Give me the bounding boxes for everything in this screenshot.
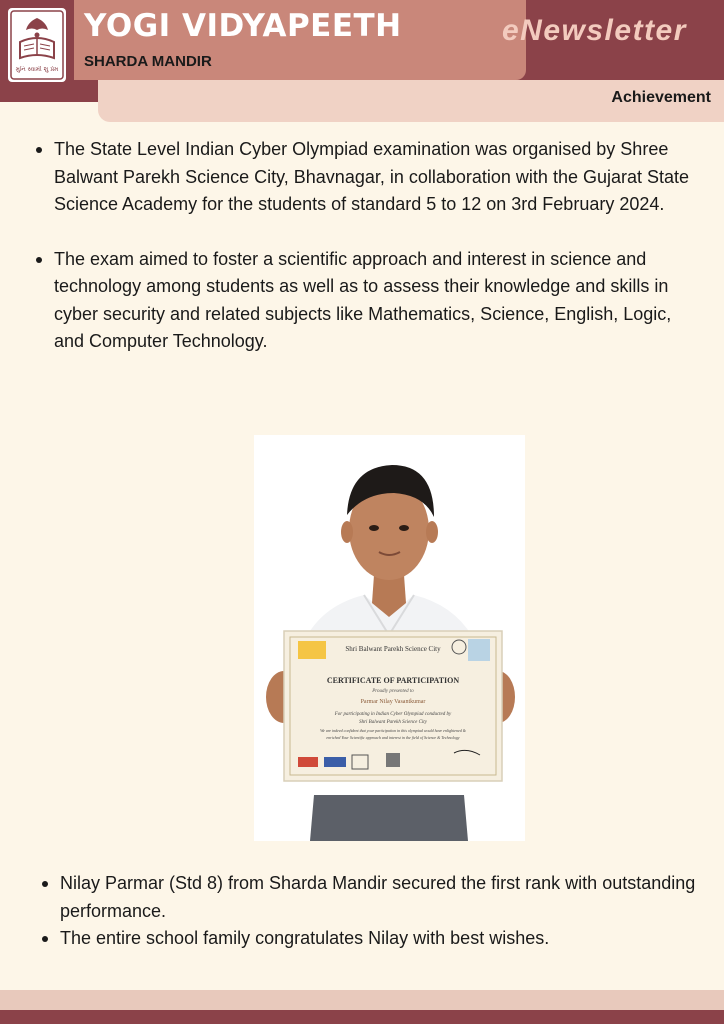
section-label: Achievement [611, 89, 711, 106]
footer-strip-light [0, 990, 724, 1010]
school-logo [8, 8, 66, 82]
newsletter-label: eNewsletter [502, 14, 687, 47]
certificate-line-2: Shri Balwant Parekh Science City [359, 720, 427, 725]
list-item: The State Level Indian Cyber Olympiad examination was organised by Shree Balwant Parekh Science City, Bhavnagar, in collaboration with the Gujarat State Science Academy for the students of standard 5 to 12 on 3rd February 2024. [30, 136, 702, 219]
school-name: YOGI VIDYAPEETH [84, 8, 402, 44]
footer-strip-dark [0, 1010, 724, 1024]
school-subtitle: SHARDA MANDIR [84, 53, 212, 70]
list-item: Nilay Parmar (Std 8) from Sharda Mandir secured the first rank with outstanding performance. [36, 870, 696, 925]
certificate-line-4: enriched Your Scientific approach and interest in the field of Science & Technology [326, 735, 460, 740]
list-item: The entire school family congratulates Nilay with best wishes. [36, 925, 696, 953]
certificate-line-3: We are indeed confident that your participation in this olympiad would have enlightened & [320, 728, 466, 733]
result-bullet-list [36, 870, 696, 953]
certificate-org: Shri Balwant Parekh Science City [345, 645, 441, 653]
student-photo [254, 435, 525, 841]
student-with-certificate-image [254, 435, 525, 841]
certificate-presented: Proudly presented to [372, 689, 414, 694]
certificate-heading: CERTIFICATE OF PARTICIPATION [326, 676, 460, 685]
certificate-line-1: For participating in Indian Cyber Olympiad conducted by [334, 712, 452, 717]
intro-bullet-list [30, 136, 702, 356]
logo-caption: મુનિ સ્વામી શુ પ્રેમ [15, 66, 59, 73]
list-item: The exam aimed to foster a scientific approach and interest in science and technology among students as well as to assess their knowledge and skills in cyber security and related subjects like Mathematics, Science, English, Logic, and Computer Technology. [30, 246, 702, 356]
certificate-name: Parmar Nilay Vasantkumar [360, 699, 426, 705]
section-bar [98, 80, 724, 122]
